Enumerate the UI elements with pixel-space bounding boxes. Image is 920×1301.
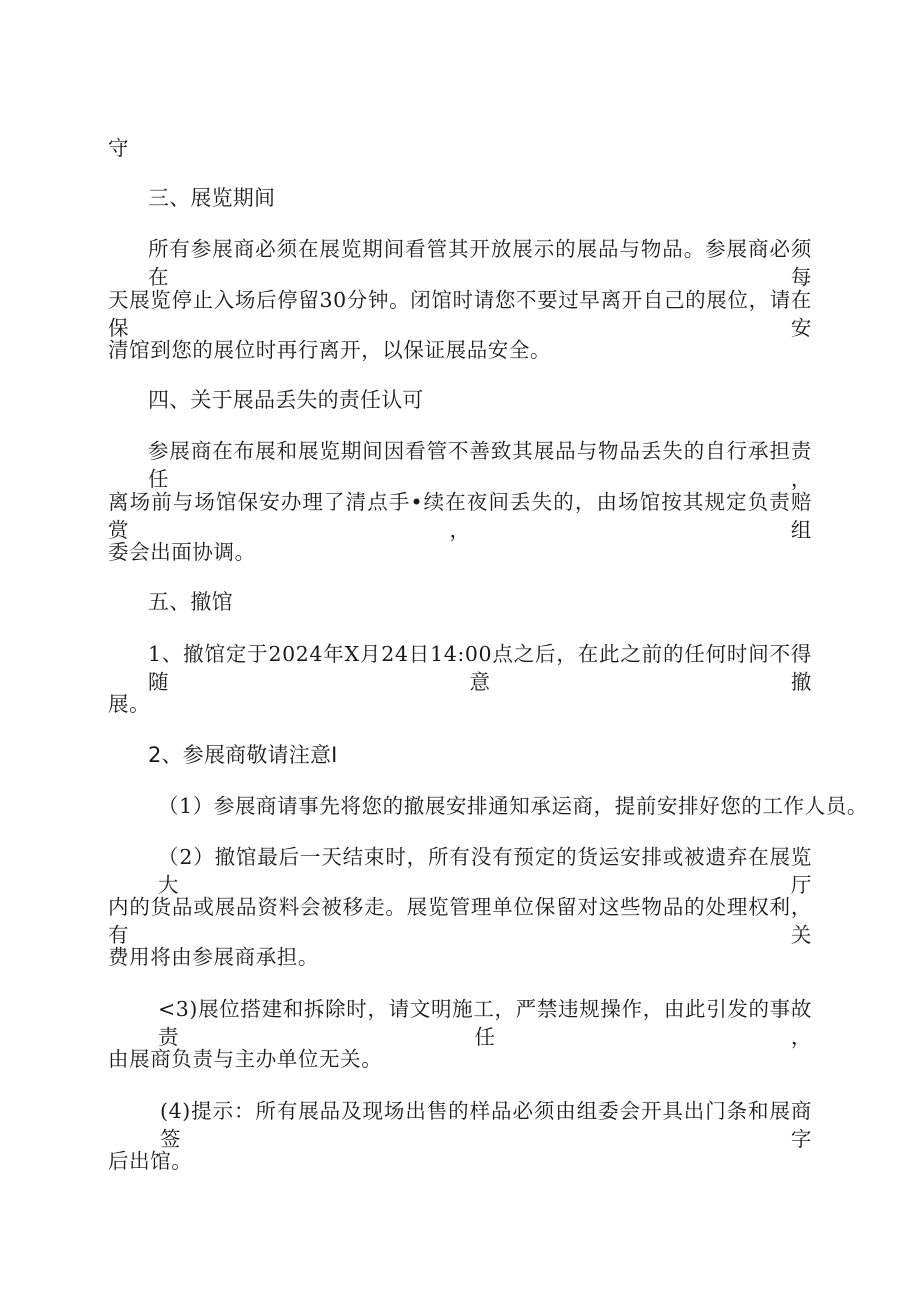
section-5-heading: 五、撤馆 <box>148 590 233 614</box>
section-5-item-2-heading: 2、参展商敬请注意I <box>148 743 338 767</box>
carry-over-text: 守 <box>108 136 130 160</box>
section-3-line-2: 天展览停止入场后停留30分钟。闭馆时请您不要过早离开自己的展位，请在保安 <box>108 288 812 340</box>
section-4-heading: 四、关于展品丢失的责任认可 <box>148 388 424 412</box>
section-3-line-3: 清馆到您的展位时再行离开，以保证展品安全。 <box>108 338 552 362</box>
sub-item-3-line-1: <3)展位搭建和拆除时，请文明施工，严禁违规操作，由此引发的事故责任， <box>158 997 812 1049</box>
section-4-line-3: 委会出面协调。 <box>108 540 256 564</box>
sub-item-2-line-1: （2）撤馆最后一天结束时，所有没有预定的货运安排或被遗弃在展览大厅 <box>158 845 812 897</box>
sub-item-2-line-2: 内的货品或展品资料会被移走。展览管理单位保留对这些物品的处理权利，有关 <box>108 895 812 947</box>
section-3-heading: 三、展览期间 <box>148 186 276 210</box>
sub-item-4-line-2: 后出馆。 <box>108 1149 193 1173</box>
sub-item-3-line-2: 由展商负责与主办单位无关。 <box>108 1047 383 1071</box>
sub-item-4-line-1: (4)提示：所有展品及现场出售的样品必须由组委会开具出门条和展商签字 <box>160 1099 812 1151</box>
sub-item-1: （1）参展商请事先将您的撤展安排通知承运商，提前安排好您的工作人员。 <box>158 794 868 818</box>
section-3-line-1: 所有参展商必须在展览期间看管其开放展示的展品与物品。参展商必须在每 <box>148 237 812 289</box>
section-4-line-2: 离场前与场馆保安办理了清点手•续在夜间丢失的，由场馆按其规定负责赔赏，组 <box>108 490 812 542</box>
sub-item-2-line-3: 费用将由参展商承担。 <box>108 945 319 969</box>
section-5-item-1-line-2: 展。 <box>108 692 151 716</box>
section-5-item-1-line-1: 1、撤馆定于2024年X月24日14:00点之后，在此之前的任何时间不得随意撤 <box>148 642 812 694</box>
section-4-line-1: 参展商在布展和展览期间因看管不善致其展品与物品丢失的自行承担责任， <box>148 439 812 491</box>
